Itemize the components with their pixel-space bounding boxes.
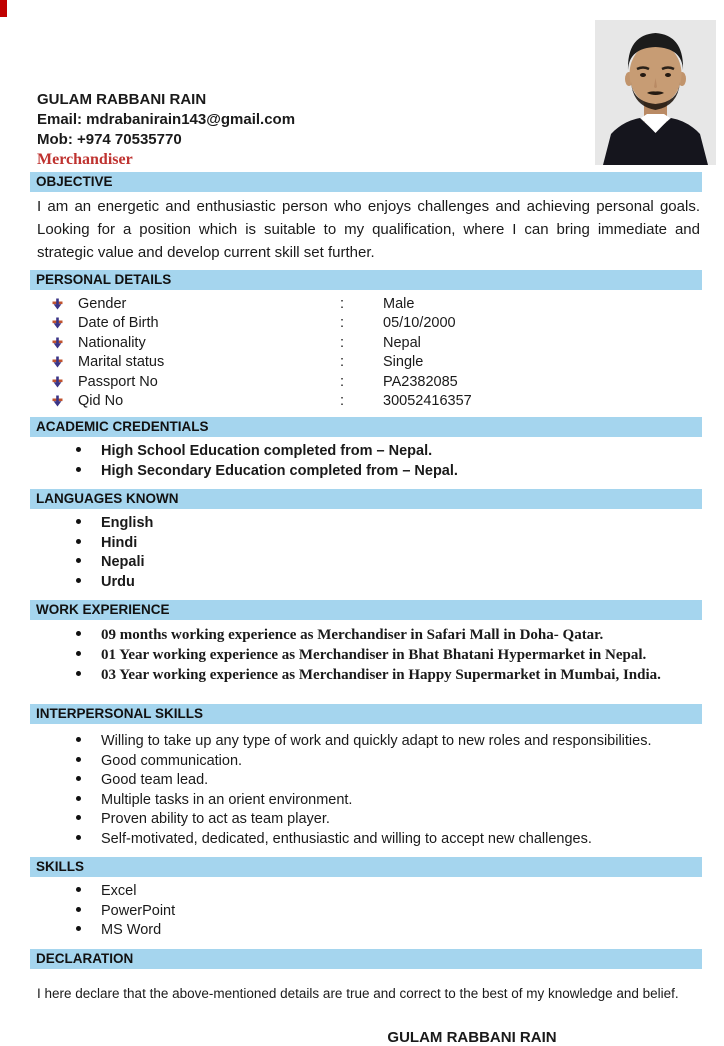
detail-value: 30052416357 [383,393,472,410]
bullet-dot [76,447,81,452]
section-header-objective: OBJECTIVE [30,172,702,192]
personal-details-list [30,290,702,415]
list-item [76,902,702,922]
declaration-text: I here declare that the above-mentioned details are true and correct to the best of my knowledge and belief. [37,985,679,1001]
list-item [76,921,702,941]
bullet-dot [76,558,81,563]
list-item [76,791,702,811]
section-header-skills: SKILLS [30,857,702,877]
list-item-text: Self-motivated, dedicated, enthusiastic and willing to accept new challenges. [101,830,592,847]
detail-label: Marital status [78,354,165,371]
list-item-text: High Secondary Education completed from – Nepal. [101,462,458,479]
detail-separator: : [340,354,345,371]
list-item-text: 03 Year working experience as Merchandiser in Happy Supermarket in Mumbai, India. [101,667,661,683]
bullet-dot [76,539,81,544]
list-item [76,665,702,685]
list-item [76,830,702,850]
detail-value: Single [383,354,424,371]
list-item-text: Excel [101,883,137,899]
bullet-dot [76,631,81,636]
list-item [76,573,702,593]
arrow-bullet-icon [52,337,78,349]
detail-separator: : [340,334,345,351]
bullet-dot [76,467,81,472]
section-gap [30,691,702,702]
detail-label: Date of Birth [78,315,159,332]
work-experience-list [30,620,702,691]
detail-separator: : [340,315,345,332]
personal-detail-row [52,392,702,412]
section-header-academic-credentials: ACADEMIC CREDENTIALS [30,417,702,437]
bullet-dot [76,519,81,524]
list-item-text: Good team lead. [101,772,209,788]
section-header-languages-known: LANGUAGES KNOWN [30,489,702,509]
arrow-bullet-icon [52,356,78,368]
list-item-text: Urdu [101,573,135,590]
skills-list [30,877,702,947]
list-item-text: MS Word [101,922,162,938]
section-header-work-experience: WORK EXPERIENCE [30,600,702,620]
bullet-dot [76,578,81,583]
list-item-text: Nepali [101,554,145,570]
list-item [76,534,702,554]
bullet-dot [76,651,81,656]
list-item [76,553,702,573]
bullet-dot [76,835,81,840]
detail-separator: : [340,295,345,312]
detail-label: Passport No [78,373,158,390]
list-item-text: Hindi [101,534,138,551]
list-item [76,462,702,482]
list-item [76,442,702,462]
list-item-text: Willing to take up any type of work and quickly adapt to new roles and responsibilities. [101,733,652,749]
personal-detail-row [52,294,702,314]
list-item-text: English [101,515,154,531]
detail-separator: : [340,373,345,390]
personal-detail-row [52,372,702,392]
list-item [76,810,702,830]
list-item [76,882,702,902]
detail-value: Nepal [383,334,421,351]
list-item-text: Good communication. [101,752,243,769]
job-title: Merchandiser [37,151,133,168]
list-item-text: 09 months working experience as Merchandiser in Safari Mall in Doha- Qatar. [101,627,604,643]
bullet-dot [76,907,81,912]
bullet-dot [76,796,81,801]
email-line: Email: mdrabanirain143@gmail.com [37,111,296,128]
detail-value: 05/10/2000 [383,315,456,332]
bullet-dot [76,671,81,676]
section-header-declaration: DECLARATION [30,949,702,969]
bullet-dot [76,926,81,931]
academic-credentials-list [30,437,702,487]
arrow-bullet-icon [52,317,78,329]
list-item-text: Proven ability to act as team player. [101,811,330,827]
objective-text: I am an energetic and enthusiastic person who enjoys challenges and achieving personal goals. Looking for a position which is suitable to my qualification, where I can bring immediate and strategic value and develop current skill set further. [37,198,700,261]
detail-separator: : [340,393,345,410]
arrow-bullet-icon [52,376,78,388]
personal-detail-row [52,314,702,334]
list-item [76,625,702,645]
languages-list [30,509,702,598]
bullet-dot [76,887,81,892]
signature-name: GULAM RABBANI RAIN [387,1028,557,1046]
section-header-interpersonal-skills: INTERPERSONAL SKILLS [30,704,702,724]
bullet-dot [76,757,81,762]
detail-label: Qid No [78,393,124,410]
list-item [76,771,702,791]
detail-value: PA2382085 [383,373,458,390]
list-item-text: High School Education completed from – Nepal. [101,443,433,459]
detail-value: Male [383,295,415,312]
detail-label: Gender [78,295,127,312]
list-item [76,732,702,752]
bullet-dot [76,776,81,781]
mobile-line: Mob: +974 70535770 [37,131,182,148]
bullet-dot [76,815,81,820]
interpersonal-skills-list [30,724,702,855]
list-item [76,514,702,534]
arrow-bullet-icon [52,298,78,310]
resume-document [30,0,702,1046]
section-header-personal-details: PERSONAL DETAILS [30,270,702,290]
personal-detail-row [52,353,702,373]
candidate-name: GULAM RABBANI RAIN [37,91,207,108]
list-item-text: PowerPoint [101,902,176,919]
list-item [76,752,702,772]
list-item [76,645,702,665]
resume-header [30,90,702,170]
list-item-text: Multiple tasks in an orient environment. [101,791,353,808]
arrow-bullet-icon [52,395,78,407]
bullet-dot [76,737,81,742]
detail-label: Nationality [78,334,146,351]
list-item-text: 01 Year working experience as Merchandiser in Bhat Bhatani Hypermarket in Nepal. [101,647,647,663]
page-corner-mark [0,0,7,17]
personal-detail-row [52,333,702,353]
